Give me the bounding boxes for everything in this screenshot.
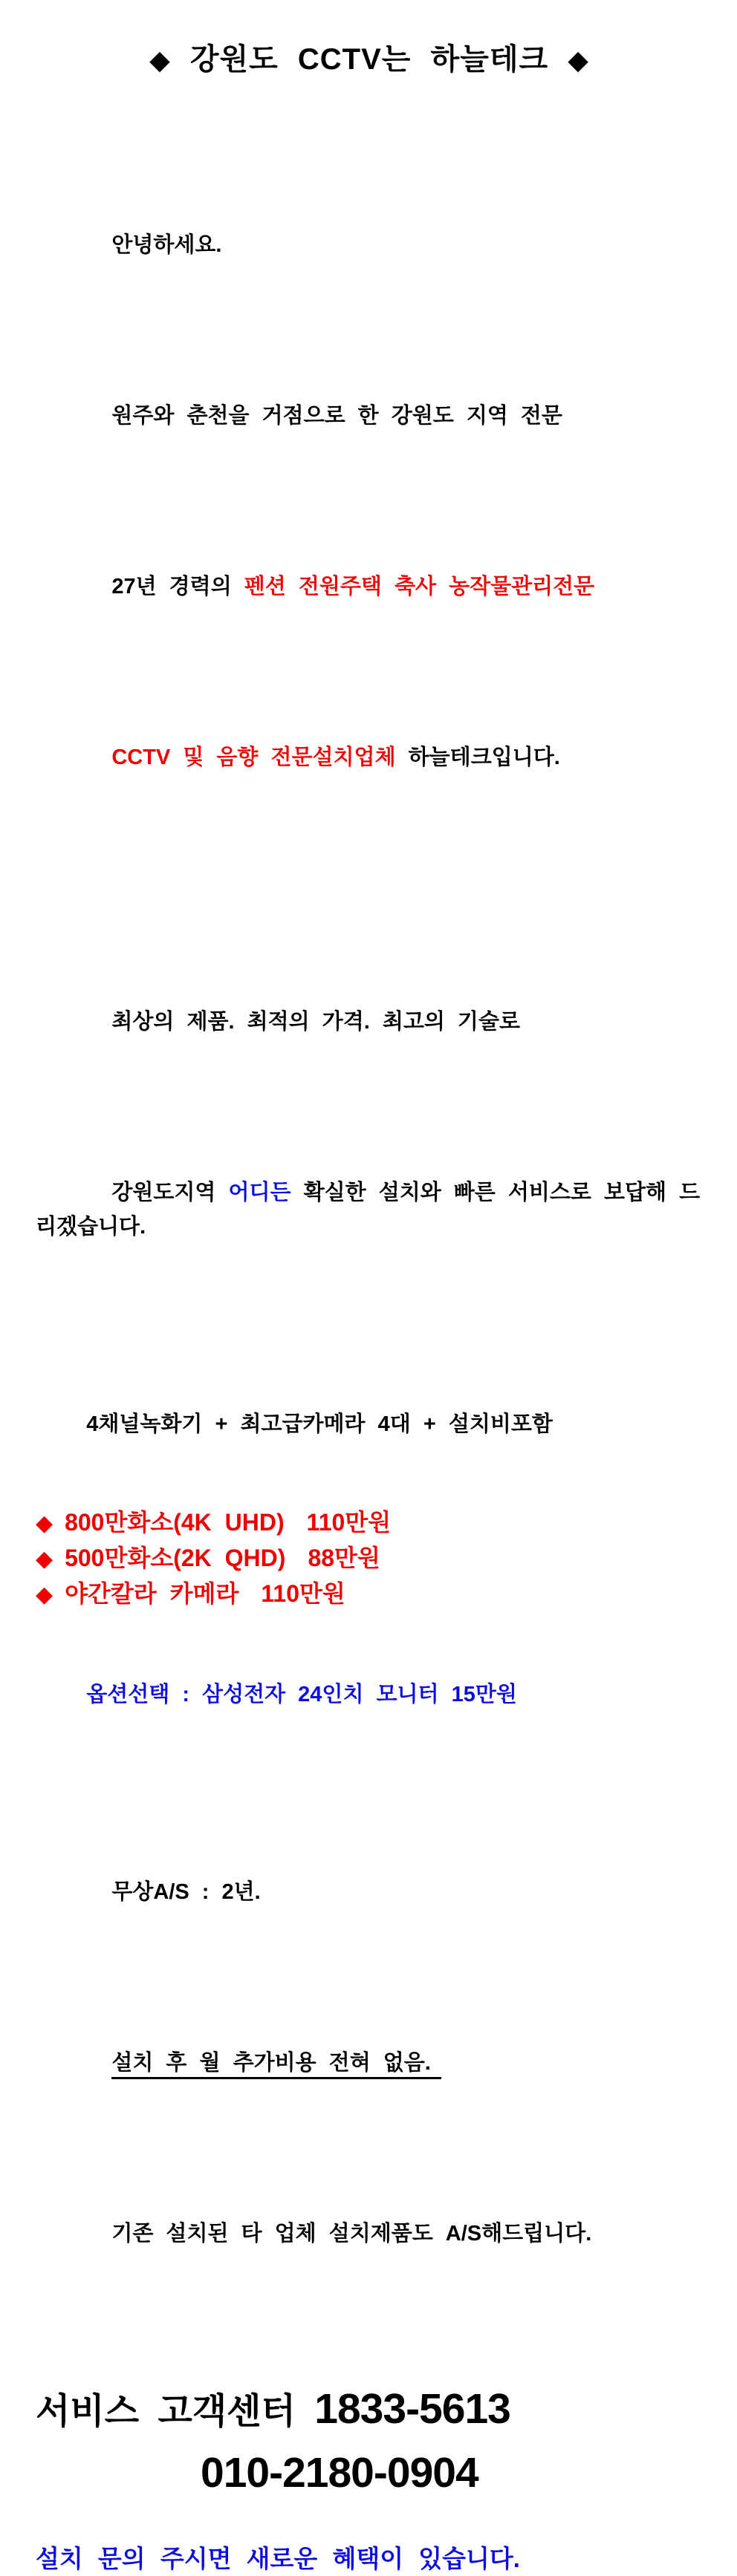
price-list [36,1505,703,1612]
diamond-bullet-icon: ◆ [36,1511,53,1536]
pitch-paragraph [36,902,703,1346]
intro-line-greeting [36,194,703,296]
intro-line-company [36,706,703,809]
contact-line-service-center [36,2378,703,2442]
contact-line-mobile [36,2442,703,2506]
price-item-price: 88만원 [308,1545,380,1571]
price-item-price: 110만원 [261,1580,345,1607]
pitch-promise-text: 확실한 설치와 빠른 서비스로 보답해 드리겠습니다. [36,1181,701,1239]
page-title-text: 강원도 CCTV는 하늘테크 [189,43,549,76]
service-center-phone-number: 1833-5613 [314,2385,510,2433]
warranty-line-period [36,1841,703,1943]
intro-paragraph [36,125,703,877]
intro-region-text: 원주와 춘천을 거점으로 한 강원도 지역 전문 [111,404,562,428]
warranty-paragraph [36,1773,703,2353]
intro-business-type-text: CCTV 및 음향 전문설치업체 [111,746,396,769]
pitch-line-quality [36,971,703,1073]
price-item-price: 110만원 [306,1509,392,1536]
diamond-bullet-icon: ◆ [36,1582,53,1607]
intro-company-name-text: 하늘테크입니다. [395,746,560,769]
warranty-other-products-text: 기존 설치된 타 업체 설치제품도 A/S해드립니다. [111,2222,592,2246]
price-item [36,1505,703,1541]
intro-experience-text: 27년 경력의 [111,575,244,599]
intro-line-region [36,365,703,467]
contact-label-text: 서비스 고객센터 [36,2392,296,2431]
page-title [36,0,703,78]
warranty-line-no-fee [36,2012,703,2114]
pitch-anywhere-text: 어디든 [228,1181,291,1204]
pitch-quality-text: 최상의 제품. 최적의 가격. 최고의 기술로 [111,1010,520,1034]
package-text: 4채널녹화기 + 최고급카메라 4대 + 설치비포함 [86,1412,553,1436]
diamond-bullet-icon: ◆ [36,1547,53,1571]
intro-line-experience [36,535,703,638]
price-item [36,1576,703,1612]
intro-specialty-text: 펜션 전원주택 축사 농작물관리전문 [244,575,595,599]
footer-benefit-text: 설치 문의 주시면 새로운 혜택이 있습니다. [36,2545,520,2572]
price-item-name: 야간칼라 카메라 [65,1580,239,1607]
price-item-name: 500만화소(2K QHD) [65,1545,286,1571]
intro-greeting-text: 안녕하세요. [111,233,222,257]
price-item [36,1541,703,1576]
pitch-region-text: 강원도지역 [111,1181,229,1204]
footer-benefit-line [36,2542,703,2576]
option-text: 옵션선택 : 삼성전자 24인치 모니터 15만원 [86,1683,517,1706]
diamond-icon: ◆ [568,45,589,75]
mobile-phone-number: 010-2180-0904 [201,2449,478,2497]
option-line [36,1643,703,1746]
warranty-no-fee-text: 설치 후 월 추가비용 전혀 없음. [111,2050,441,2079]
package-line [36,1373,703,1476]
warranty-period-text: 무상A/S : 2년. [111,1880,261,1904]
diamond-icon: ◆ [149,45,171,75]
warranty-line-other-products [36,2182,703,2285]
price-item-name: 800만화소(4K UHD) [65,1509,285,1536]
contact-section [36,2378,703,2506]
pitch-line-service [36,1141,703,1278]
